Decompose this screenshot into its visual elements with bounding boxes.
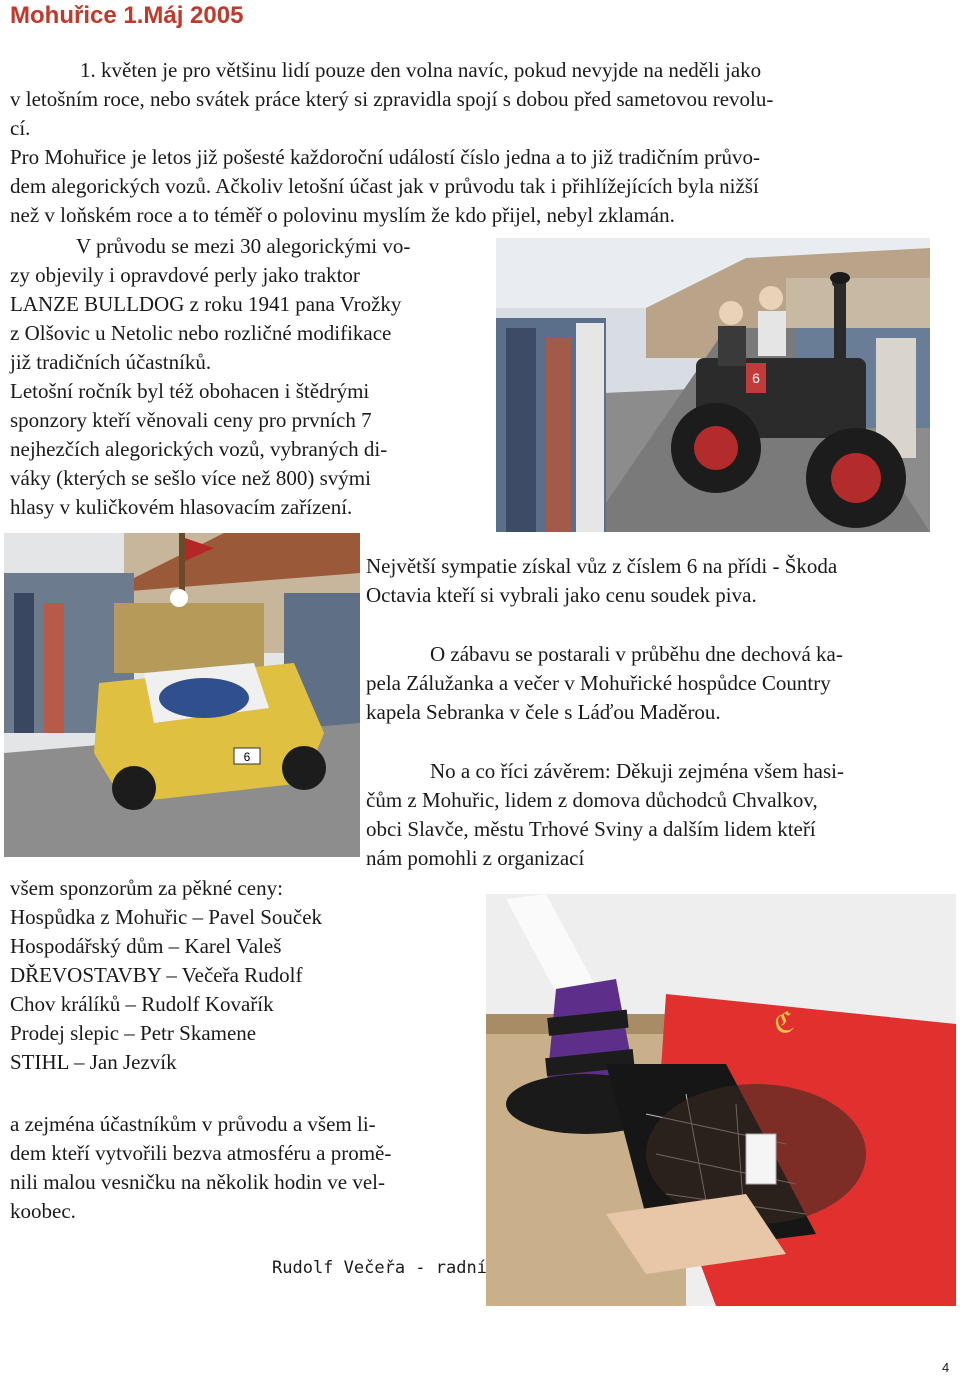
tractor-plate-number: 6 xyxy=(752,370,760,386)
intro-line: v letošním roce, nebo svátek práce který si zpravidla spojí s dobou před sametovou revolu- xyxy=(10,87,774,111)
intro-line: 1. květen je pro většinu lidí pouze den volna navíc, pokud nevyjde na neděli jako xyxy=(80,58,762,82)
witch-hat-photo xyxy=(486,894,956,1306)
parade-line: nejhezčích alegorických vozů, vybraných di- xyxy=(10,437,388,461)
entertainment-line: pela Zálužanka a večer v Mohuřické hospůdce Country xyxy=(366,671,831,695)
page-title: Mohuřice 1.Máj 2005 xyxy=(10,2,244,29)
intro-line: než v loňském roce a to téměř o polovinu myslím že kdo přijel, nebyl zklamán. xyxy=(10,203,675,227)
sympathy-line: Největší sympatie získal vůz z číslem 6 na přídi - Škoda xyxy=(366,554,838,578)
parade-line: zy objevily i opravdové perly jako traktor xyxy=(10,263,360,287)
thanks-line: nám pomohli z organizací xyxy=(366,846,585,870)
car-photo xyxy=(4,533,360,857)
page-number: 4 xyxy=(942,1360,950,1375)
thanks-line: čům z Mohuřic, lidem z domova důchodců Chvalkov, xyxy=(366,788,818,812)
sponsor-item: DŘEVOSTAVBY – Večeřa Rudolf xyxy=(10,963,303,987)
closing-line: a zejména účastníkům v průvodu a všem li- xyxy=(10,1112,376,1136)
parade-line: Letošní ročník byl též obohacen i štědrými xyxy=(10,379,370,403)
parade-line: z Olšovic u Netolic nebo rozličné modifikace xyxy=(10,321,392,345)
sympathy-line: Octavia kteří si vybrali jako cenu soudek piva. xyxy=(366,583,757,607)
sponsor-item: Hospodářský dům – Karel Valeš xyxy=(10,934,282,958)
car-plate-number: 6 xyxy=(243,750,251,764)
sponsor-item: Hospůdka z Mohuřic – Pavel Souček xyxy=(10,905,323,929)
closing-line: koobec. xyxy=(10,1199,76,1223)
parade-line: LANZE BULLDOG z roku 1941 pana Vrožky xyxy=(10,292,402,316)
thanks-line: obci Slavče, městu Trhové Sviny a dalším lidem kteří xyxy=(366,817,816,841)
intro-line: cí. xyxy=(10,116,31,140)
signature: Rudolf Večeřa - radní xyxy=(272,1258,487,1278)
closing-line: dem kteří vytvořili bezva atmosféru a promě- xyxy=(10,1141,392,1165)
parade-line: hlasy v kuličkovém hlasovacím zařízení. xyxy=(10,495,353,519)
parade-line: V průvodu se mezi 30 alegorickými vo- xyxy=(76,234,411,258)
entertainment-line: O zábavu se postarali v průběhu dne dechová ka- xyxy=(430,642,843,666)
entertainment-line: kapela Sebranka v čele s Láďou Maděrou. xyxy=(366,700,721,724)
sponsor-item: STIHL – Jan Jezvík xyxy=(10,1050,177,1074)
parade-line: sponzory kteří věnovali ceny pro prvních 7 xyxy=(10,408,372,432)
parade-line: již tradičních účastníků. xyxy=(10,350,212,374)
closing-line: nili malou vesničku na několik hodin ve vel- xyxy=(10,1170,386,1194)
sponsors-heading: všem sponzorům za pěkné ceny: xyxy=(10,876,283,900)
tractor-photo xyxy=(496,238,930,532)
svg-text:ℭ: ℭ xyxy=(771,1005,797,1040)
sponsor-item: Chov králíků – Rudolf Kovařík xyxy=(10,992,274,1016)
intro-line: dem alegorických vozů. Ačkoliv letošní účast jak v průvodu tak i přihlížejících byla nižší xyxy=(10,174,759,198)
intro-line: Pro Mohuřice je letos již pošesté každoroční událostí číslo jedna a to již tradičním průvo- xyxy=(10,145,760,169)
thanks-line: No a co říci závěrem: Děkuji zejména všem hasi- xyxy=(430,759,844,783)
parade-line: váky (kterých se sešlo více než 800) svými xyxy=(10,466,371,490)
sponsor-item: Prodej slepic – Petr Skamene xyxy=(10,1021,257,1045)
